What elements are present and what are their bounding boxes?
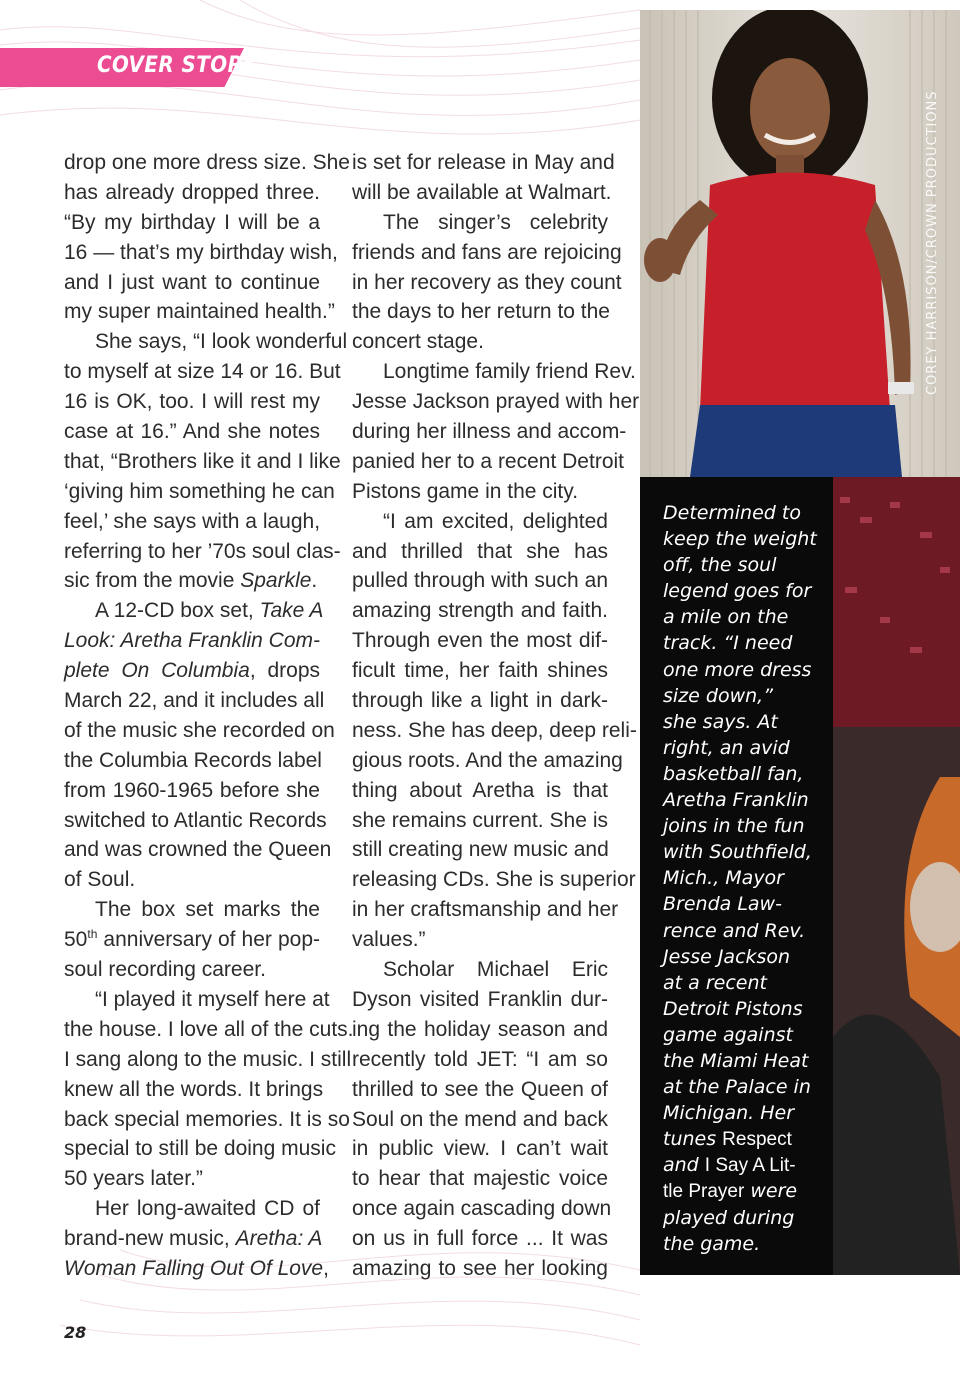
song-title: Respect [722,1129,792,1151]
text-run: on us in full force ... It was [352,1227,608,1251]
text-run: the Columbia Records label [64,748,322,772]
text-line [352,477,608,507]
text-run: drop one more dress size. She [64,151,350,174]
text-run: “By my birthday I will be a [64,210,320,234]
text-line [352,716,637,746]
text-run: still creating new music and [352,838,609,862]
text-run: thrilled to see the Queen of [352,1077,608,1101]
text-line [64,477,335,507]
caption-line [663,891,823,917]
text-line [64,208,320,238]
caption-line [663,500,823,526]
caption-run: Detroit Pistons [663,997,803,1020]
caption-line [663,526,823,552]
article-column-1 [64,148,354,1284]
text-line [64,656,320,686]
caption-run: at a recent [663,971,767,994]
text-run: 16 — that’s my birthday wish, [64,240,338,264]
text-line [352,417,627,447]
text-line [64,327,348,357]
text-run: switched to Atlantic Records [64,808,327,832]
text-line [352,1254,608,1284]
text-line [64,985,330,1015]
text-line [352,895,619,925]
text-line [64,1164,320,1194]
text-run: and thrilled that she has [352,539,608,563]
text-line [352,357,636,387]
caption-run: game against [663,1023,793,1046]
caption-line [663,839,823,865]
text-line [64,925,320,955]
text-run: special to still be doing music [64,1137,336,1161]
text-line [352,776,608,806]
text-line [64,566,320,596]
text-line [64,806,327,836]
text-line [352,1164,608,1194]
text-run: Jesse Jackson prayed with her [352,390,640,414]
photo-walking-track [640,10,960,477]
text-line [352,268,622,298]
text-run: the days to her return to the [352,300,610,324]
text-run: releasing CDs. She is superior [352,868,636,892]
text-run: in her recovery as they count [352,270,622,294]
text-line [64,686,325,716]
caption-line [663,865,823,891]
italic-title: Look: Aretha Franklin Com- [64,629,320,653]
caption-run: track. “I need [663,632,793,655]
text-line [64,955,320,985]
song-title: tle Prayer [663,1181,745,1203]
text-line [352,656,608,686]
caption-line [663,1048,823,1074]
text-line [64,776,320,806]
caption-run: legend goes for [663,580,812,603]
text-line [64,507,320,537]
text-run: panied her to a recent Detroit [352,449,624,473]
caption-run: Michigan. Her [663,1102,795,1125]
text-run: amazing to see her looking [352,1256,608,1280]
caption-run: the game. [663,1232,761,1255]
text-run: values.” [352,928,426,952]
caption-line [663,1178,823,1204]
text-run: , drops [249,659,320,683]
caption-line [663,657,823,683]
caption-run: rence and Rev. [663,919,806,942]
text-line [352,1134,608,1164]
caption-line [663,1074,823,1100]
text-line [352,238,622,268]
text-line [352,447,624,477]
caption-line [663,1022,823,1048]
text-line [352,925,608,955]
text-line [352,985,608,1015]
text-run: has already dropped three. [64,180,320,204]
text-run: back special memories. It is so [64,1107,350,1131]
text-line [64,895,320,925]
text-line [64,1045,352,1075]
text-line [64,148,350,178]
text-run: case at 16.” And she notes [64,420,320,444]
italic-title: Sparkle [240,569,312,593]
text-run: soul recording career. [64,958,266,982]
text-run: pulled through with such an [352,569,608,593]
text-run: knew all the words. It brings [64,1077,324,1101]
caption-run: size down,” [663,684,774,707]
italic-title: Woman Falling Out Of Love [64,1256,324,1280]
caption-line [663,604,823,630]
text-run: Through even the most dif- [352,629,608,653]
text-run: ‘giving him something he can [64,479,335,503]
text-run: once again cascading down [352,1197,612,1221]
text-run: from 1960-1965 before she [64,778,320,802]
text-line [352,955,608,985]
text-run: in her craftsmanship and her [352,898,619,922]
text-run: “I played it myself here at [95,987,330,1011]
text-run: thing about Aretha is that [352,778,608,802]
superscript: th [87,927,98,942]
text-run: . [311,569,318,593]
text-line [64,835,332,865]
caption-run: tunes [663,1128,723,1151]
text-run: Scholar Michael Eric [383,958,608,982]
text-run: ness. She has deep, deep reli- [352,718,637,742]
text-line [64,268,320,298]
text-line [352,596,608,626]
text-line [64,1105,350,1135]
caption-line [663,1100,823,1126]
text-run: She says, “I look wonderful [95,330,348,354]
text-run: 50 years later.” [64,1167,203,1191]
caption-run: played during [663,1206,795,1229]
text-run: during her illness and accom- [352,420,627,444]
caption-run: the Miami Heat [663,1049,809,1072]
caption-run: right, an avid [663,736,790,759]
caption-line [663,944,823,970]
text-run: in public view. I can’t wait [352,1137,608,1161]
caption-line [663,709,823,735]
text-run: anniversary of her pop- [97,928,320,952]
text-line [64,626,320,656]
text-run: feel,’ she says with a laugh, [64,509,321,533]
text-line [64,447,341,477]
caption-line [663,578,823,604]
caption-line [663,970,823,996]
text-line [352,1075,608,1105]
text-line [64,178,320,208]
text-run: Pistons game in the city. [352,479,579,503]
text-line [352,327,608,357]
text-line [352,746,623,776]
text-run: I sang along to the music. I still [64,1047,352,1071]
caption-line [663,813,823,839]
text-line [64,1224,323,1254]
photo-credit: COREY HARRISON/CROWN PRODUCTIONS [925,90,940,395]
text-run: 16 is OK, too. I will rest my [64,390,320,414]
text-run: 50 [64,928,88,952]
text-run: March 22, and it includes all [64,689,325,713]
italic-title: Aretha: A [235,1227,323,1251]
text-line [64,537,341,567]
text-run: Dyson visited Franklin dur- [352,987,608,1011]
caption-run: she says. At [663,710,778,733]
page-number: 28 [64,1323,87,1342]
text-run: gious roots. And the amazing [352,748,623,772]
caption-run: keep the weight [663,528,817,551]
text-line [352,208,608,238]
text-line [64,1015,354,1045]
text-run: brand-new music, [64,1227,236,1251]
text-run: will be available at Walmart. [352,180,612,204]
text-line [64,865,320,895]
text-line [64,1075,324,1105]
text-line [64,417,320,447]
text-run: referring to her ’70s soul clas- [64,539,341,563]
text-line [64,297,335,327]
caption-run: a mile on the [663,606,789,629]
text-run: ing the holiday season and [352,1017,608,1041]
text-line [352,566,608,596]
caption-run: one more dress [663,658,812,681]
text-run: to hear that majestic voice [352,1167,608,1191]
text-run: concert stage. [352,330,484,354]
text-line [352,148,615,178]
caption-line [663,1152,823,1178]
text-run: recently told JET: “I am so [352,1047,608,1071]
text-run: through like a light in dark- [352,689,608,713]
text-line [352,1224,608,1254]
text-run: of the music she recorded on [64,718,335,742]
caption-line [663,552,823,578]
text-line [352,806,608,836]
caption-run: Brenda Law- [663,893,782,916]
text-run: ficult time, her faith shines [352,659,608,683]
italic-title: Take A [259,599,324,623]
article-column-2 [352,148,640,1284]
caption-run: at the Palace in [663,1076,811,1099]
text-line [352,865,636,895]
text-line [352,178,612,208]
caption-line [663,918,823,944]
text-run: The box set marks the [95,898,320,922]
text-line [64,746,320,776]
text-line [352,1194,612,1224]
caption-run: joins in the fun [663,815,805,838]
section-label: COVER STORY [97,53,257,78]
text-run: is set for release in May and [352,151,615,174]
text-run: Longtime family friend Rev. [383,360,636,384]
caption-line [663,761,823,787]
text-line [64,1254,329,1284]
text-line [64,1194,320,1224]
caption-run: Mich., Mayor [663,867,784,890]
caption-run: and [663,1154,705,1177]
text-run: sic from the movie [64,569,241,593]
text-line [352,626,608,656]
text-line [352,1105,608,1135]
text-line [352,686,608,716]
text-run: , [323,1256,329,1280]
song-title: I Say A Lit- [704,1155,796,1177]
text-line [352,537,608,567]
caption-line [663,630,823,656]
caption-run: were [744,1180,798,1203]
text-run: my super maintained health.” [64,300,335,324]
text-run: and I just want to continue [64,270,320,294]
text-line [64,238,338,268]
caption-line [663,787,823,813]
text-line [352,1015,608,1045]
text-line [352,835,608,865]
text-line [64,1134,336,1164]
text-run: Soul on the mend and back [352,1107,608,1131]
caption-line [663,735,823,761]
text-line [352,387,640,417]
text-line [352,297,608,327]
text-run: Her long-awaited CD of [95,1197,320,1221]
text-line [64,716,335,746]
italic-title: plete On Columbia [64,659,250,683]
caption-run: with Southfield, [663,841,812,864]
caption-line [663,1231,823,1257]
text-run: that, “Brothers like it and I like [64,449,341,473]
caption-line [663,683,823,709]
text-line [64,596,324,626]
text-run: to myself at size 14 or 16. But [64,360,341,384]
text-run: A 12-CD box set, [95,599,260,623]
photo-caption [663,500,823,1257]
caption-line [663,1126,823,1152]
caption-line [663,996,823,1022]
caption-run: off, the soul [663,554,777,577]
text-line [64,387,320,417]
text-run: “I am excited, delighted [383,509,608,533]
text-run: and was crowned the Queen [64,838,332,862]
text-line [64,357,341,387]
caption-run: Jesse Jackson [663,945,791,968]
text-line [352,1045,608,1075]
text-run: she remains current. She is [352,808,608,832]
text-run: friends and fans are rejoicing [352,240,622,264]
text-run: The singer’s celebrity [383,210,608,234]
caption-line [663,1205,823,1231]
caption-run: Aretha Franklin [663,789,809,812]
text-run: the house. I love all of the cuts. [64,1017,354,1041]
caption-run: basketball fan, [663,762,804,785]
caption-run: Determined to [663,502,801,524]
text-line [352,507,608,537]
text-run: of Soul. [64,868,136,892]
text-run: amazing strength and faith. [352,599,608,623]
